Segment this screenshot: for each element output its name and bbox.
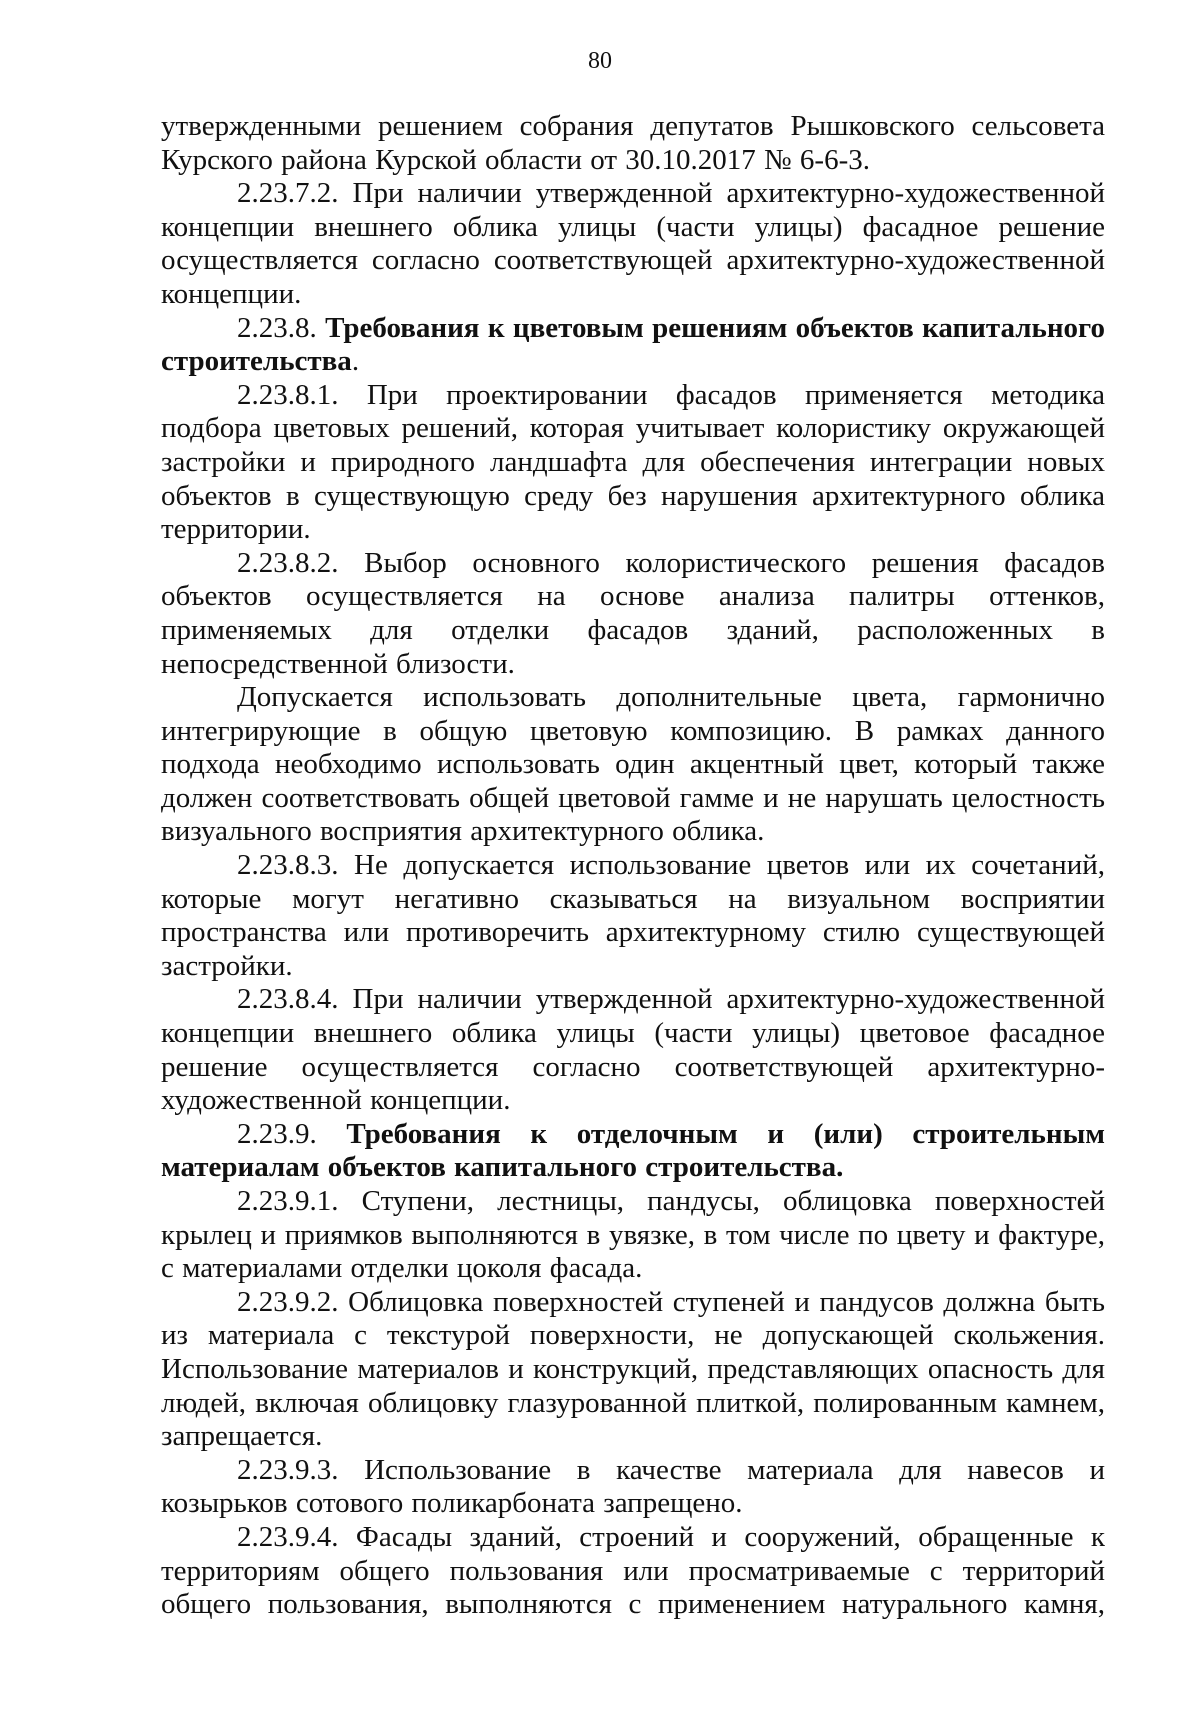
paragraph-additional-colors: Допускается использовать дополнительные цвета, гармонично интегрирующие в общую цветовую композицию. В рамках данного подхода необходимо использовать один акцентный цвет, который также должен соответствовать общей цветовой гамме и не нарушать целостность визуального восприятия архитектурного облика. bbox=[161, 681, 1105, 848]
paragraph-2-23-8-3: 2.23.8.3. Не допускается использование цветов или их сочетаний, которые могут негативно сказываться на визуальном восприятии пространства или противоречить архитектурному стилю существующей застройки. bbox=[161, 849, 1105, 982]
paragraph-2-23-9-1: 2.23.9.1. Ступени, лестницы, пандусы, облицовка поверхностей крылец и приямков выполняются в увязке, в том числе по цвету и фактуре, с материалами отделки цоколя фасада. bbox=[161, 1185, 1105, 1285]
paragraph-2-23-8-4: 2.23.8.4. При наличии утвержденной архитектурно-художественной концепции внешнего облика улицы (части улицы) цветовое фасадное решение осуществляется согласно соответствующей архитектурно-художественной концепции. bbox=[161, 983, 1105, 1117]
paragraph-2-23-8-2: 2.23.8.2. Выбор основного колористического решения фасадов объектов осуществляется на основе анализа палитры оттенков, применяемых для отделки фасадов зданий, расположенных в непосредственной близости. bbox=[161, 546, 1105, 680]
section-heading-text: Требования к цветовым решениям объектов капитального строительства bbox=[161, 311, 1106, 378]
paragraph-1: утвержденными решением собрания депутатов Рышковского сельсовета Курского района Курской области от 30.10.2017 № 6-6-3. bbox=[161, 110, 1105, 176]
page-number: 80 bbox=[588, 48, 612, 74]
paragraph-2-23-9-3: 2.23.9.3. Использование в качестве материала для навесов и козырьков сотового поликарбоната запрещено. bbox=[161, 1453, 1105, 1520]
section-heading-2-23-8: 2.23.8. Требования к цветовым решениям объектов капитального строительства. bbox=[161, 311, 1106, 378]
paragraph-2-23-8-1: 2.23.8.1. При проектировании фасадов применяется методика подбора цветовых решений, которая учитывает колористику окружающей застройки и природного ландшафта для обеспечения интеграции новых объектов в существующую среду без нарушения архитектурного облика территории. bbox=[161, 378, 1105, 546]
section-heading-text: Требования к отделочным и (или) строительным материалам объектов капитального строительства. bbox=[161, 1117, 1106, 1184]
section-heading-2-23-9: 2.23.9. Требования к отделочным и (или) строительным материалам объектов капитального строительства. bbox=[161, 1117, 1106, 1184]
paragraph-2-23-9-2: 2.23.9.2. Облицовка поверхностей ступеней и пандусов должна быть из материала с текстурой поверхности, не допускающей скольжения. Использование материалов и конструкций, представляющих опасность для людей, включая облицовку глазурованной плиткой, полированным камнем, запрещается. bbox=[161, 1285, 1105, 1453]
document-body bbox=[161, 110, 1105, 1622]
paragraph-2-23-7-2: 2.23.7.2. При наличии утвержденной архитектурно-художественной концепции внешнего облика улицы (части улицы) фасадное решение осуществляется согласно соответствующей архитектурно-художественной концепции. bbox=[161, 177, 1105, 310]
paragraph-2-23-9-4: 2.23.9.4. Фасады зданий, строений и сооружений, обращенные к территориям общего пользования или просматриваемые с территорий общего пользования, выполняются с применением натурального камня, bbox=[161, 1520, 1105, 1621]
